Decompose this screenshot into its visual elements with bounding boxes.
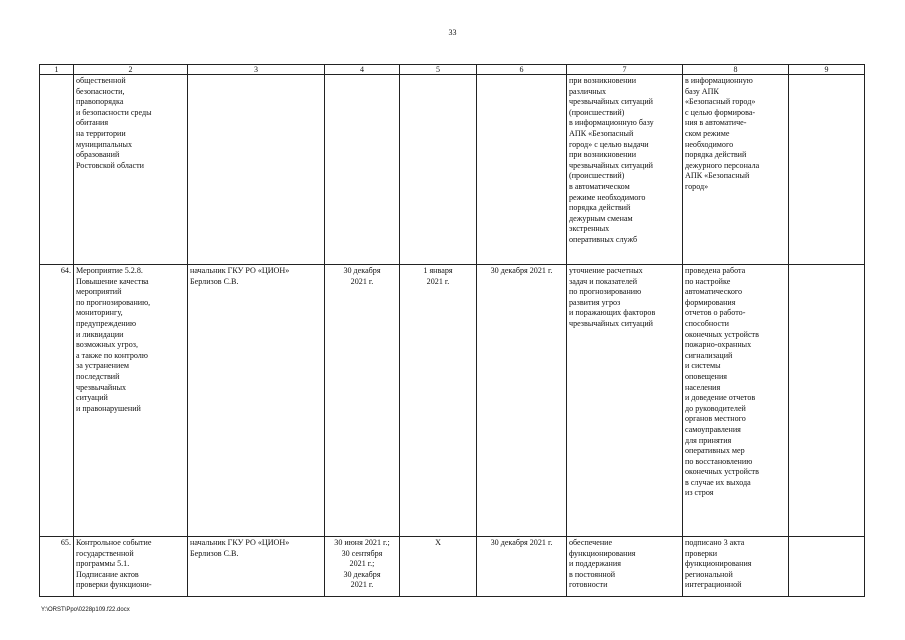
- cell-text-line: а также по контролю: [76, 350, 148, 360]
- planned-result-cell: [567, 537, 683, 597]
- completion-date-cell: [477, 75, 567, 265]
- cell-text-line: 1 января: [423, 266, 453, 275]
- note-cell: [789, 537, 865, 597]
- completion-date-cell: [477, 265, 567, 537]
- planned-result-cell: [567, 75, 683, 265]
- cell-text-line: Ростовской области: [76, 160, 144, 170]
- cell-text-line: 2021 г.: [426, 276, 450, 286]
- table-row: [40, 537, 865, 597]
- responsible-person-cell: [188, 75, 325, 265]
- cell-text-line: проведена работа: [685, 266, 746, 275]
- cell-text-line: готовности: [569, 580, 608, 590]
- cell-text-line: начальник ГКУ РО «ЦИОН»: [190, 538, 290, 547]
- cell-text-line: населения: [685, 382, 721, 392]
- column-number: 3: [188, 65, 325, 75]
- cell-text-line: пожарно-охранных: [685, 340, 752, 350]
- cell-text-line: АПК «Безопасный: [569, 128, 634, 138]
- page-number: 33: [448, 28, 457, 37]
- end-date-cell: [400, 75, 477, 265]
- cell-text-line: ситуаций: [76, 393, 108, 403]
- cell-text-line: при возникновении: [569, 150, 637, 160]
- column-number: 1: [40, 65, 74, 75]
- cell-text-line: в информационную базу: [569, 118, 654, 128]
- row-number-cell: [40, 537, 74, 597]
- cell-text-line: развития угроз: [569, 297, 621, 307]
- cell-text-line: Х: [435, 538, 441, 547]
- cell-text-line: ния в автоматиче-: [685, 118, 747, 128]
- cell-text-line: чрезвычайных ситуаций: [569, 97, 653, 107]
- cell-text-line: дежурным сменам: [569, 213, 633, 223]
- start-date-cell: [325, 75, 400, 265]
- cell-text-line: отчетов о работо-: [685, 308, 746, 318]
- cell-text-line: в информационную: [685, 76, 753, 85]
- cell-text-line: 30 декабря 2021 г.: [490, 266, 553, 275]
- cell-text-line: возможных угроз,: [76, 340, 138, 350]
- cell-text-line: ском режиме: [685, 128, 730, 138]
- cell-text-line: 30 сентября: [341, 548, 383, 558]
- cell-text-line: проверки: [685, 548, 718, 558]
- cell-text-line: различных: [569, 86, 607, 96]
- cell-text-line: последствий: [76, 371, 120, 381]
- cell-text-line: чрезвычайных ситуаций: [569, 318, 653, 328]
- end-date-cell: [400, 537, 477, 597]
- cell-text-line: порядка действий: [569, 203, 631, 213]
- cell-text-line: базу АПК: [685, 86, 719, 96]
- cell-text-line: 2021 г.;: [349, 559, 375, 569]
- cell-text-line: и правонарушений: [76, 403, 141, 413]
- column-number-row: [40, 65, 865, 75]
- column-number: 6: [477, 65, 567, 75]
- cell-text-line: по прогнозированию,: [76, 297, 151, 307]
- cell-text-line: уточнение расчетных: [569, 266, 643, 275]
- cell-text-line: 2021 г.: [350, 580, 374, 590]
- cell-text-line: интеграционной: [685, 580, 742, 590]
- cell-text-line: по настройке: [685, 276, 731, 286]
- cell-text-line: город» с целью выдачи: [569, 139, 649, 149]
- cell-text-line: органов местного: [685, 414, 746, 424]
- cell-text-line: функционирования: [685, 559, 752, 569]
- cell-text-line: чрезвычайных: [76, 382, 127, 392]
- column-number: 4: [325, 65, 400, 75]
- cell-text-line: предупреждению: [76, 318, 137, 328]
- activity-name-cell: [74, 265, 188, 537]
- cell-text-line: АПК «Безопасный: [685, 171, 750, 181]
- cell-text-line: Подписание актов: [76, 569, 139, 579]
- cell-text-line: автоматического: [685, 287, 743, 297]
- cell-text-line: общественной: [76, 76, 126, 85]
- cell-text-line: оперативных служб: [569, 234, 638, 244]
- row-number-cell: [40, 265, 74, 537]
- cell-text-line: (происшествий): [569, 107, 625, 117]
- cell-text-line: в случае их выхода: [685, 477, 751, 487]
- cell-text-line: и поражающих факторов: [569, 308, 656, 318]
- cell-text-line: в автоматическом: [569, 181, 630, 191]
- column-number: 9: [789, 65, 865, 75]
- cell-text-line: оконечных устройств: [685, 329, 759, 339]
- cell-text-line: формирования: [685, 297, 736, 307]
- cell-text-line: мероприятий: [76, 287, 122, 297]
- cell-text-line: город»: [685, 181, 709, 191]
- actual-result-cell: [683, 537, 789, 597]
- cell-text-line: региональной: [685, 569, 733, 579]
- cell-text-line: дежурного персонала: [685, 160, 760, 170]
- table-row: [40, 75, 865, 265]
- cell-text-line: правопорядка: [76, 97, 124, 107]
- cell-text-line: за устранением: [76, 361, 130, 371]
- cell-text-line: обеспечение: [569, 538, 613, 547]
- cell-text-line: из строя: [685, 488, 714, 498]
- cell-text-line: для принятия: [685, 435, 732, 445]
- cell-text-line: до руководителей: [685, 403, 746, 413]
- cell-text-line: и поддержания: [569, 559, 621, 569]
- cell-text-line: проверки функциони-: [76, 580, 152, 590]
- cell-text-line: безопасности,: [76, 86, 125, 96]
- cell-text-line: муниципальных: [76, 139, 133, 149]
- note-cell: [789, 75, 865, 265]
- actual-result-cell: [683, 75, 789, 265]
- start-date-cell: [325, 537, 400, 597]
- cell-text-line: и безопасности среды: [76, 107, 152, 117]
- cell-text-line: самоуправления: [685, 424, 741, 434]
- start-date-cell: [325, 265, 400, 537]
- responsible-person-cell: [188, 265, 325, 537]
- cell-text-line: Повышение качества: [76, 276, 149, 286]
- cell-text-line: оперативных мер: [685, 446, 745, 456]
- actual-result-cell: [683, 265, 789, 537]
- cell-text-line: 30 декабря: [343, 569, 381, 579]
- cell-text-line: мониторингу,: [76, 308, 123, 318]
- cell-text-line: необходимого: [685, 139, 734, 149]
- cell-text-line: государственной: [76, 548, 134, 558]
- cell-text-line: и системы: [685, 361, 721, 371]
- activity-name-cell: [74, 537, 188, 597]
- cell-text-line: программы 5.1.: [76, 559, 130, 569]
- column-number: 5: [400, 65, 477, 75]
- planned-result-cell: [567, 265, 683, 537]
- column-number: 8: [683, 65, 789, 75]
- cell-text-line: 30 декабря 2021 г.: [490, 538, 553, 547]
- cell-text-line: режиме необходимого: [569, 192, 646, 202]
- row-number-cell: [40, 75, 74, 265]
- cell-text-line: с целью формирова-: [685, 107, 756, 117]
- plan-table: [39, 64, 865, 597]
- cell-text-line: по восстановлению: [685, 456, 753, 466]
- cell-text-line: подписано 3 акта: [685, 538, 745, 547]
- column-number: 7: [567, 65, 683, 75]
- cell-text-line: Берлизов С.В.: [190, 548, 239, 558]
- cell-text-line: чрезвычайных ситуаций: [569, 160, 653, 170]
- cell-text-line: сигнализаций: [685, 350, 733, 360]
- cell-text-line: начальник ГКУ РО «ЦИОН»: [190, 266, 290, 275]
- cell-text-line: образований: [76, 150, 120, 160]
- cell-text-line: порядка действий: [685, 150, 747, 160]
- cell-text-line: в постоянной: [569, 569, 616, 579]
- note-cell: [789, 265, 865, 537]
- cell-text-line: Берлизов С.В.: [190, 276, 239, 286]
- end-date-cell: [400, 265, 477, 537]
- cell-text-line: 65.: [60, 538, 71, 547]
- cell-text-line: (происшествий): [569, 171, 625, 181]
- responsible-person-cell: [188, 537, 325, 597]
- cell-text-line: 64.: [60, 266, 71, 275]
- cell-text-line: обитания: [76, 118, 109, 128]
- cell-text-line: способности: [685, 318, 729, 328]
- cell-text-line: 30 декабря: [343, 266, 381, 275]
- cell-text-line: и доведение отчетов: [685, 393, 756, 403]
- cell-text-line: по прогнозированию: [569, 287, 642, 297]
- cell-text-line: и ликвидации: [76, 329, 124, 339]
- cell-text-line: оповещения: [685, 371, 728, 381]
- cell-text-line: 30 июня 2021 г.;: [334, 538, 390, 547]
- cell-text-line: задач и показателей: [569, 276, 638, 286]
- file-path-footer: Y:\ORST\Ppo\0228p109.f22.docx: [41, 607, 130, 613]
- completion-date-cell: [477, 537, 567, 597]
- cell-text-line: на территории: [76, 128, 126, 138]
- activity-name-cell: [74, 75, 188, 265]
- cell-text-line: при возникновении: [569, 76, 637, 85]
- cell-text-line: оконечных устройств: [685, 467, 759, 477]
- cell-text-line: «Безопасный город»: [685, 97, 756, 107]
- cell-text-line: Контрольное событие: [76, 538, 152, 547]
- table-row: [40, 265, 865, 537]
- cell-text-line: 2021 г.: [350, 276, 374, 286]
- cell-text-line: Мероприятие 5.2.8.: [76, 266, 143, 275]
- cell-text-line: функционирования: [569, 548, 636, 558]
- column-number: 2: [74, 65, 188, 75]
- cell-text-line: экстренных: [569, 224, 610, 234]
